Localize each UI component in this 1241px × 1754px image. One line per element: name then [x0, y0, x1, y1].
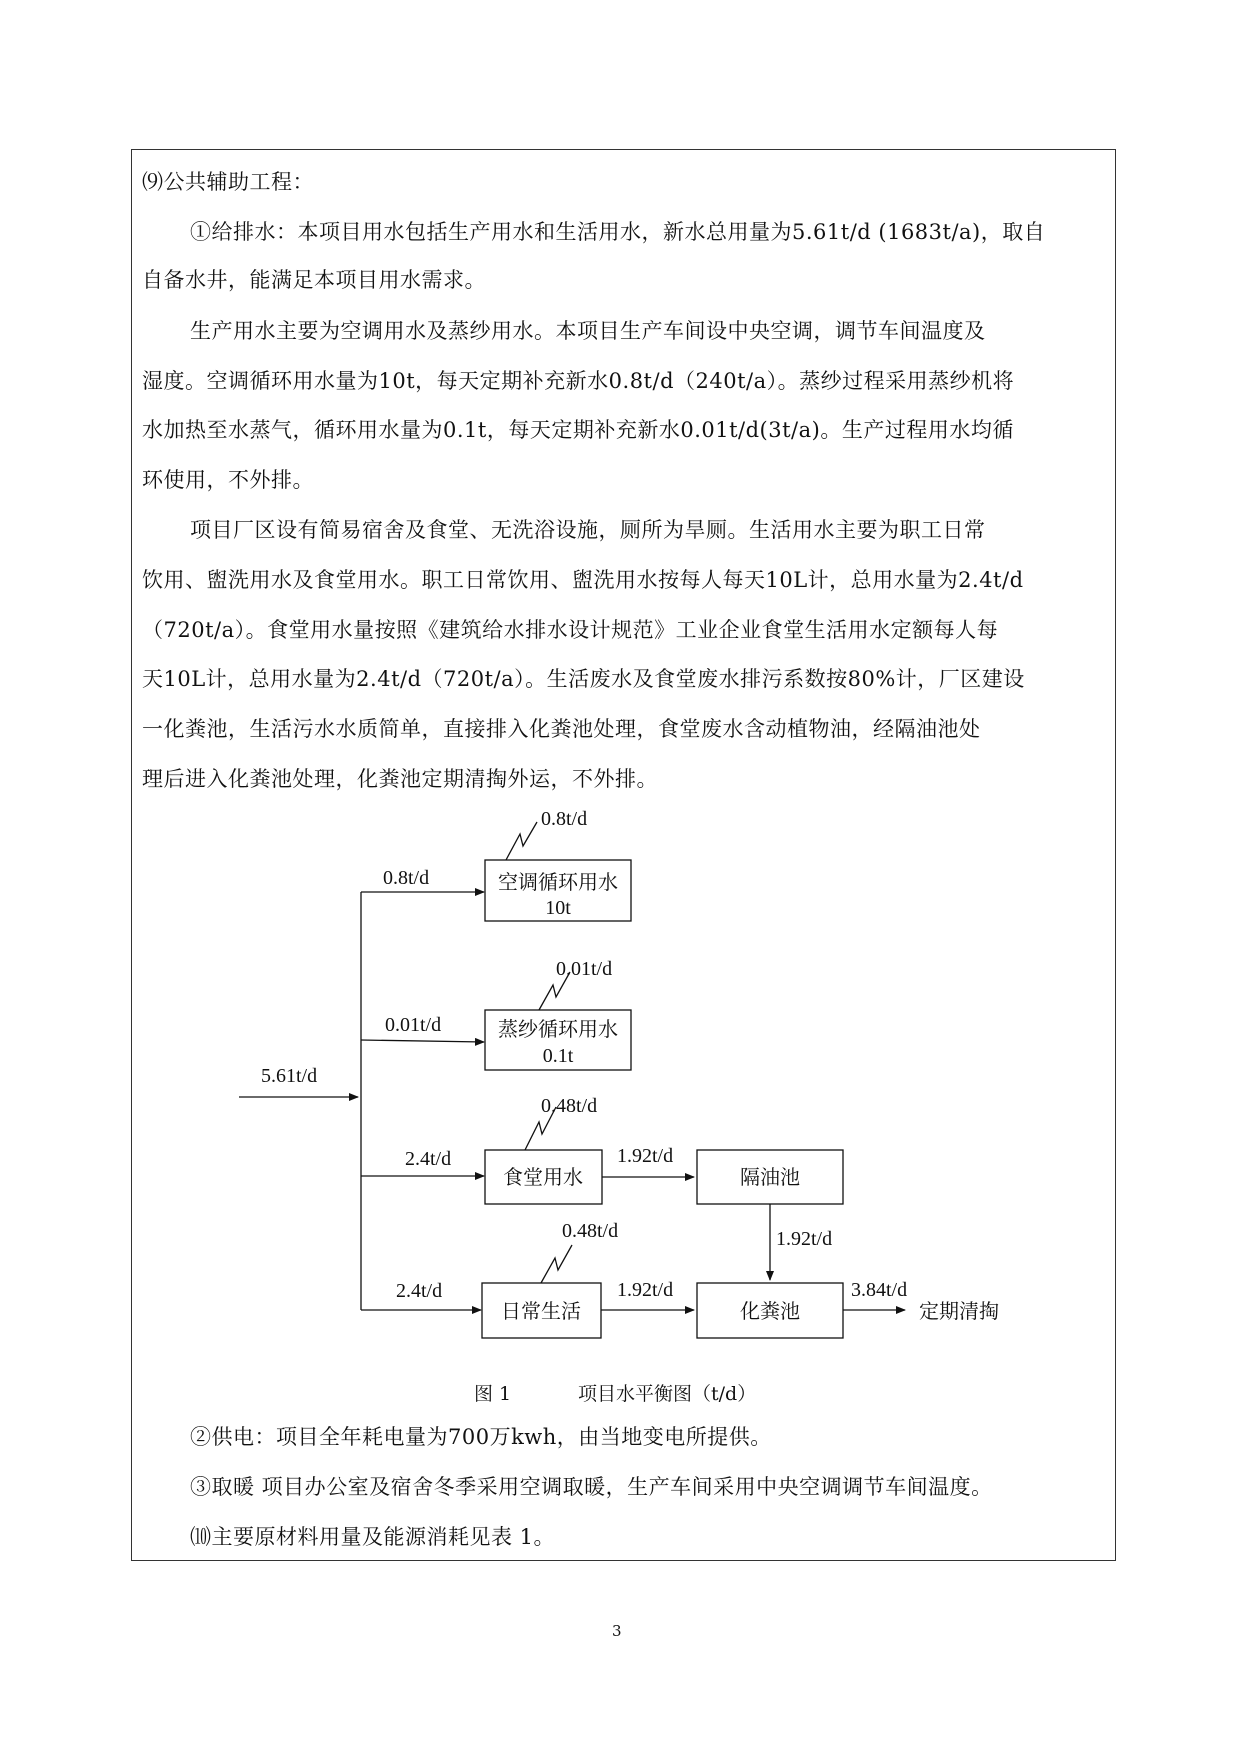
canteen-inflow-label: 2.4t/d	[405, 1148, 452, 1170]
paragraph-line: 环使用，不外排。	[142, 468, 314, 492]
septic-outflow-label: 3.84t/d	[851, 1279, 908, 1301]
paragraph-line: 生产用水主要为空调用水及蒸纱用水。本项目生产车间设中央空调，调节车间温度及	[190, 319, 986, 343]
steam-loss-label: 0.01t/d	[556, 958, 613, 980]
steam-inflow-label: 0.01t/d	[385, 1014, 442, 1036]
canteen-box-name: 食堂用水	[503, 1167, 583, 1189]
figure-number: 图 1	[474, 1383, 512, 1405]
canteen-loss-label: 0.48t/d	[541, 1095, 598, 1117]
ac-box-name: 空调循环用水	[498, 872, 618, 894]
inflow-label: 5.61t/d	[261, 1065, 318, 1087]
ac-loss-zigzag	[506, 822, 537, 860]
paragraph-line: ⑽主要原材料用量及能源消耗见表 1。	[190, 1525, 556, 1549]
daily-loss-zigzag	[541, 1245, 572, 1283]
figure-title: 项目水平衡图（t/d）	[578, 1383, 757, 1405]
ac-loss-label: 0.8t/d	[541, 808, 588, 830]
final-destination-label: 定期清掏	[919, 1301, 999, 1323]
paragraph-line: 湿度。空调循环用水量为10t，每天定期补充新水0.8t/d（240t/a）。蒸纱过程采用蒸纱机将	[142, 369, 1015, 393]
paragraph-line: 理后进入化粪池处理，化粪池定期清掏外运，不外排。	[142, 767, 658, 791]
steam-box-amount: 0.1t	[542, 1045, 574, 1067]
canteen-outflow-label: 1.92t/d	[617, 1145, 674, 1167]
paragraph-line: 饮用、盥洗用水及食堂用水。职工日常饮用、盥洗用水按每人每天10L计，总用水量为2.4t/d	[142, 568, 1024, 592]
paragraph-line: 自备水井，能满足本项目用水需求。	[142, 268, 486, 292]
paragraph-line: 水加热至水蒸气，循环用水量为0.1t，每天定期补充新水0.01t/d(3t/a)。生产过程用水均循	[142, 418, 1014, 442]
daily-box-name: 日常生活	[501, 1301, 581, 1323]
septic-box-name: 化粪池	[740, 1301, 800, 1323]
branch-steam-arrow	[361, 1040, 484, 1042]
daily-outflow-label: 1.92t/d	[617, 1279, 674, 1301]
daily-inflow-label: 2.4t/d	[396, 1280, 443, 1302]
oil-trap-box-name: 隔油池	[740, 1167, 800, 1189]
page-number: 3	[612, 1622, 622, 1640]
paragraph-line: ③取暖 项目办公室及宿舍冬季采用空调取暖，生产车间采用中央空调调节车间温度。	[190, 1475, 993, 1499]
ac-box-amount: 10t	[545, 897, 571, 919]
steam-box-name: 蒸纱循环用水	[498, 1019, 618, 1041]
paragraph-line: 一化粪池，生活污水水质简单，直接排入化粪池处理，食堂废水含动植物油，经隔油池处	[142, 717, 981, 741]
ac-inflow-label: 0.8t/d	[383, 867, 430, 889]
oil-trap-outflow-label: 1.92t/d	[776, 1228, 833, 1250]
paragraph-line: ①给排水：本项目用水包括生产用水和生活用水，新水总用量为5.61t/d (1683t/a)，取自	[190, 220, 1046, 244]
paragraph-line: （720t/a）。食堂用水量按照《建筑给水排水设计规范》工业企业食堂生活用水定额每人每	[142, 618, 999, 642]
water-balance-diagram	[131, 800, 1116, 1360]
paragraph-line: ②供电：项目全年耗电量为700万kwh，由当地变电所提供。	[190, 1425, 772, 1449]
paragraph-line: 项目厂区设有简易宿舍及食堂、无洗浴设施，厕所为旱厕。生活用水主要为职工日常	[190, 518, 986, 542]
daily-loss-label: 0.48t/d	[562, 1220, 619, 1242]
section-heading: ⑼公共辅助工程：	[142, 170, 314, 194]
paragraph-line: 天10L计，总用水量为2.4t/d（720t/a）。生活废水及食堂废水排污系数按80%计，厂区建设	[142, 667, 1025, 691]
